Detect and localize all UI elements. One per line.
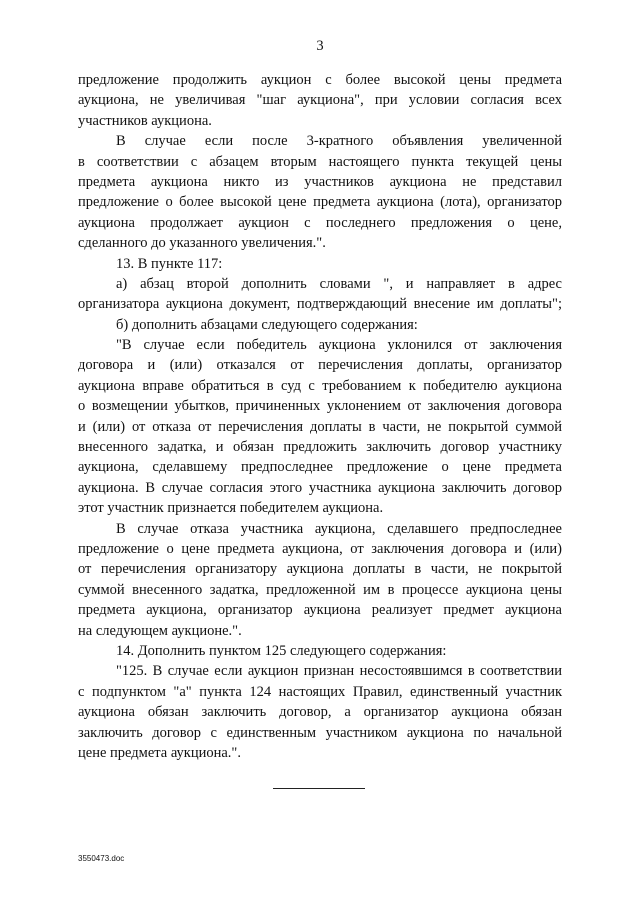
text-line: аукциона вправе обратиться в суд с требованием к победителю аукциона (78, 377, 562, 394)
text-line: внесенного задатка, и обязан предложить заключить договор участнику (78, 439, 562, 456)
page-number: 3 (316, 38, 324, 54)
text-line: предложение продолжить аукцион с более высокой цены предмета (78, 72, 562, 88)
text-line: от перечисления организатору аукциона доплаты в части, не покрытой (78, 561, 562, 578)
text-line: цене предмета аукциона.". (78, 744, 241, 761)
text-line: предмета аукциона никто из участников аукциона не представил (78, 173, 562, 190)
closing-rule (273, 788, 365, 789)
text-line: а) абзац второй дополнить словами ", и направляет в адрес (116, 275, 562, 292)
text-line: и (или) от отказа от перечисления доплаты в части, не покрытой суммой (78, 418, 562, 435)
text-line: предложение о цене предмета аукциона, от заключения договора и (или) (78, 540, 562, 557)
text-line: аукциона, сделавшему предпоследнее предложение о цене предмета (78, 459, 562, 476)
text-line: заключить договор с единственным участником аукциона по начальной (78, 724, 562, 741)
text-line: предмета аукциона, организатор аукциона реализует предмет аукциона (78, 602, 562, 619)
text-line: сделанного до указанного увеличения.". (78, 235, 326, 252)
text-line: В случае если после 3-кратного объявления увеличенной (116, 133, 562, 150)
text-line: суммой внесенного задатка, предложенной им в процессе аукциона цены (78, 581, 562, 598)
text-line: аукциона. В случае согласия этого участника аукциона заключить договор (78, 479, 562, 496)
document-filename: 3550473.doc (78, 854, 125, 863)
text-line: о возмещении убытков, причиненных уклонением от заключения договора (78, 398, 562, 415)
text-line: организатора аукциона документ, подтверждающий внесение им доплаты"; (78, 296, 562, 313)
text-line: предложение о более высокой цене предмета аукциона (лота), организатор (78, 194, 562, 211)
text-line: аукциона, не увеличивая "шаг аукциона", при условии согласия всех (78, 92, 562, 109)
text-line: с подпунктом "а" пункта 124 настоящих Правил, единственный участник (78, 683, 562, 700)
text-line: аукциона продолжает аукцион с последнего предложения о цене, (78, 214, 562, 231)
text-line: этот участник признается победителем аукциона. (78, 500, 384, 517)
document-body (78, 70, 562, 763)
text-line: "125. В случае если аукцион признан несостоявшимся в соответствии (116, 663, 562, 680)
text-line: договора и (или) отказался от перечисления доплаты, организатор (78, 357, 562, 374)
text-line: 13. В пункте 117: (116, 255, 223, 272)
text-line: б) дополнить абзацами следующего содержания: (116, 316, 418, 333)
text-line: аукциона обязан заключить договор, а организатор аукциона обязан (78, 704, 562, 721)
text-line: на следующем аукционе.". (78, 622, 242, 639)
text-line: в соответствии с абзацем вторым настоящего пункта текущей цены (78, 153, 562, 170)
text-line: В случае отказа участника аукциона, сделавшего предпоследнее (116, 520, 562, 537)
text-line: "В случае если победитель аукциона уклонился от заключения (116, 337, 562, 354)
text-line: участников аукциона. (78, 112, 212, 129)
text-line: 14. Дополнить пунктом 125 следующего содержания: (116, 642, 447, 659)
